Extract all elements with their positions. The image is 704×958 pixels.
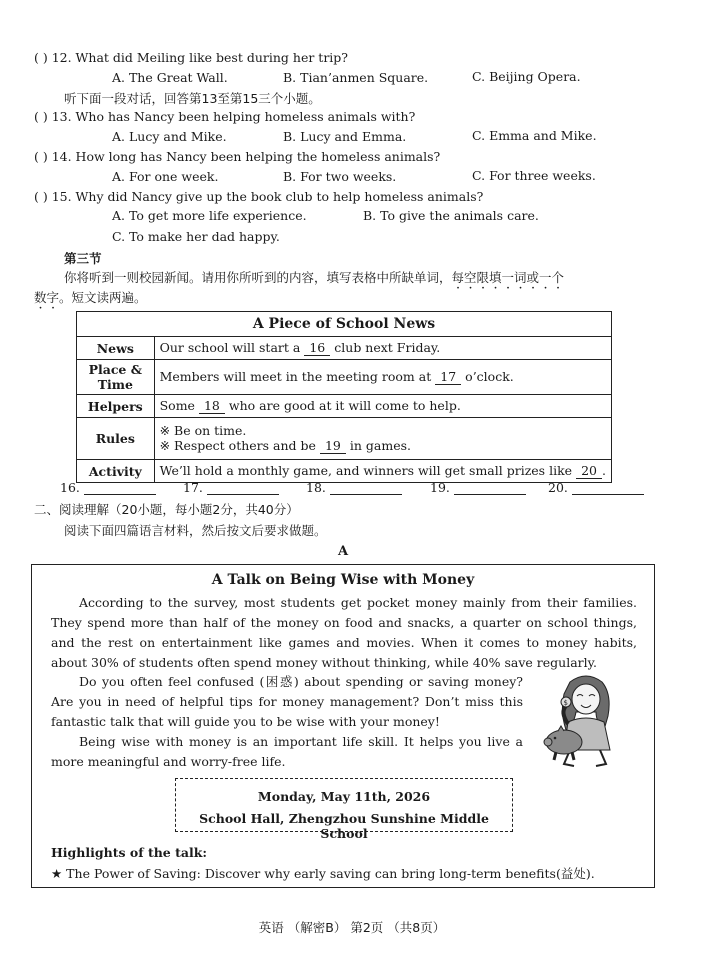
answer-line-17[interactable]: 17. xyxy=(183,480,279,495)
row-head-helpers: Helpers xyxy=(77,395,155,418)
question-15-stem: ( ) 15. Why did Nancy give up the book club to help homeless animals? xyxy=(34,189,484,204)
row-news-text: Our school will start a 16 club next Friday. xyxy=(154,337,611,360)
part-2-title: 二、阅读理解（20小题，每小题2分，共40分） xyxy=(34,502,299,517)
answer-line-16[interactable]: 16. xyxy=(60,480,156,495)
question-14-stem: ( ) 14. How long has Nancy been helping the homeless animals? xyxy=(34,149,441,164)
table-title: A Piece of School News xyxy=(77,312,612,337)
rule-1: ※ Be on time. xyxy=(159,423,247,438)
passage-paragraph-1: According to the survey, most students get pocket money mainly from their families. They spend more than half of the money on food and snacks, a quarter on school things, and the rest on entertainment like games and movies. When it comes to money habits, about 30% of students often spend money without thinking, while 40% save regularly. xyxy=(51,595,637,670)
question-12-stem: ( ) 12. What did Meiling like best during her trip? xyxy=(34,50,348,65)
svg-text:$: $ xyxy=(563,699,568,707)
passage-paragraph-2: Do you often feel confused (困惑) about spending or saving money? Are you in need of helpful tips for money management? Don’t miss this fantastic talk that will guide you to be wise with your money! xyxy=(51,674,523,729)
blank-16: 16 xyxy=(304,340,330,356)
blank-18: 18 xyxy=(199,398,225,414)
passage-title: A Talk on Being Wise with Money xyxy=(211,572,475,588)
section-3-instruction-line1: 你将听到一则校园新闻。请用你所听到的内容，填写表格中所缺单词，每空限填一词或一个 xyxy=(64,270,565,285)
highlights-title: Highlights of the talk: xyxy=(51,845,208,860)
school-news-table xyxy=(76,311,612,483)
row-activity-text: We’ll hold a monthly game, and winners will get small prizes like 20 . xyxy=(154,460,611,483)
question-12-option-a: A. The Great Wall. xyxy=(112,70,228,85)
question-12-option-b: B. Tian’anmen Square. xyxy=(283,70,429,85)
row-place-text: Members will meet in the meeting room at 17 o’clock. xyxy=(154,360,611,395)
rule-2: ※ Respect others and be 19 in games. xyxy=(159,438,411,453)
row-rules-text xyxy=(154,418,611,460)
passage-paragraph-3: Being wise with money is an important life skill. It helps you live a more meaningful and worry-free life. xyxy=(51,734,523,769)
row-head-activity: Activity xyxy=(77,460,155,483)
question-15-option-a: A. To get more life experience. xyxy=(112,208,307,223)
instruction-13-15: 听下面一段对话，回答第13至第15三个小题。 xyxy=(64,91,321,106)
page-footer: 英语 （解密B） 第2页 （共8页） xyxy=(258,920,446,935)
blank-17: 17 xyxy=(435,369,461,385)
question-13-stem: ( ) 13. Who has Nancy been helping homeless animals with? xyxy=(34,109,416,124)
event-place: School Hall, Zhengzhou Sunshine Middle School xyxy=(199,811,489,841)
question-15-option-c: C. To make her dad happy. xyxy=(112,229,280,244)
question-13-option-a: A. Lucy and Mike. xyxy=(112,129,227,144)
question-13-option-c: C. Emma and Mike. xyxy=(472,128,597,143)
question-14-option-a: A. For one week. xyxy=(112,169,219,184)
row-head-news: News xyxy=(77,337,155,360)
part-2-instruction: 阅读下面四篇语言材料，然后按文后要求做题。 xyxy=(64,523,327,538)
section-3-instruction-line2: 数字。短文读两遍。 xyxy=(34,290,147,305)
blank-20: 20 xyxy=(576,463,602,479)
highlight-item-1: ★ The Power of Saving: Discover why early saving can bring long-term benefits(益处). xyxy=(51,866,595,881)
section-3-title: 第三节 xyxy=(64,251,102,266)
question-13-option-b: B. Lucy and Emma. xyxy=(283,129,407,144)
event-info-box xyxy=(175,778,513,841)
question-15-option-b: B. To give the animals care. xyxy=(363,208,539,223)
row-helpers-text: Some 18 who are good at it will come to help. xyxy=(154,395,611,418)
answer-line-19[interactable]: 19. xyxy=(430,480,526,495)
question-14-option-c: C. For three weeks. xyxy=(472,168,596,183)
event-date: Monday, May 11th, 2026 xyxy=(257,789,431,804)
girl-piggy-bank-illustration xyxy=(540,672,632,772)
answer-line-20[interactable]: 20. xyxy=(548,480,644,495)
row-head-rules: Rules xyxy=(77,418,155,460)
row-head-place-time: Place & Time xyxy=(77,360,155,395)
answer-line-18[interactable]: 18. xyxy=(306,480,402,495)
question-12-option-c: C. Beijing Opera. xyxy=(472,69,581,84)
passage-label-a: A xyxy=(338,544,349,559)
question-14-option-b: B. For two weeks. xyxy=(283,169,397,184)
blank-19: 19 xyxy=(320,438,346,454)
